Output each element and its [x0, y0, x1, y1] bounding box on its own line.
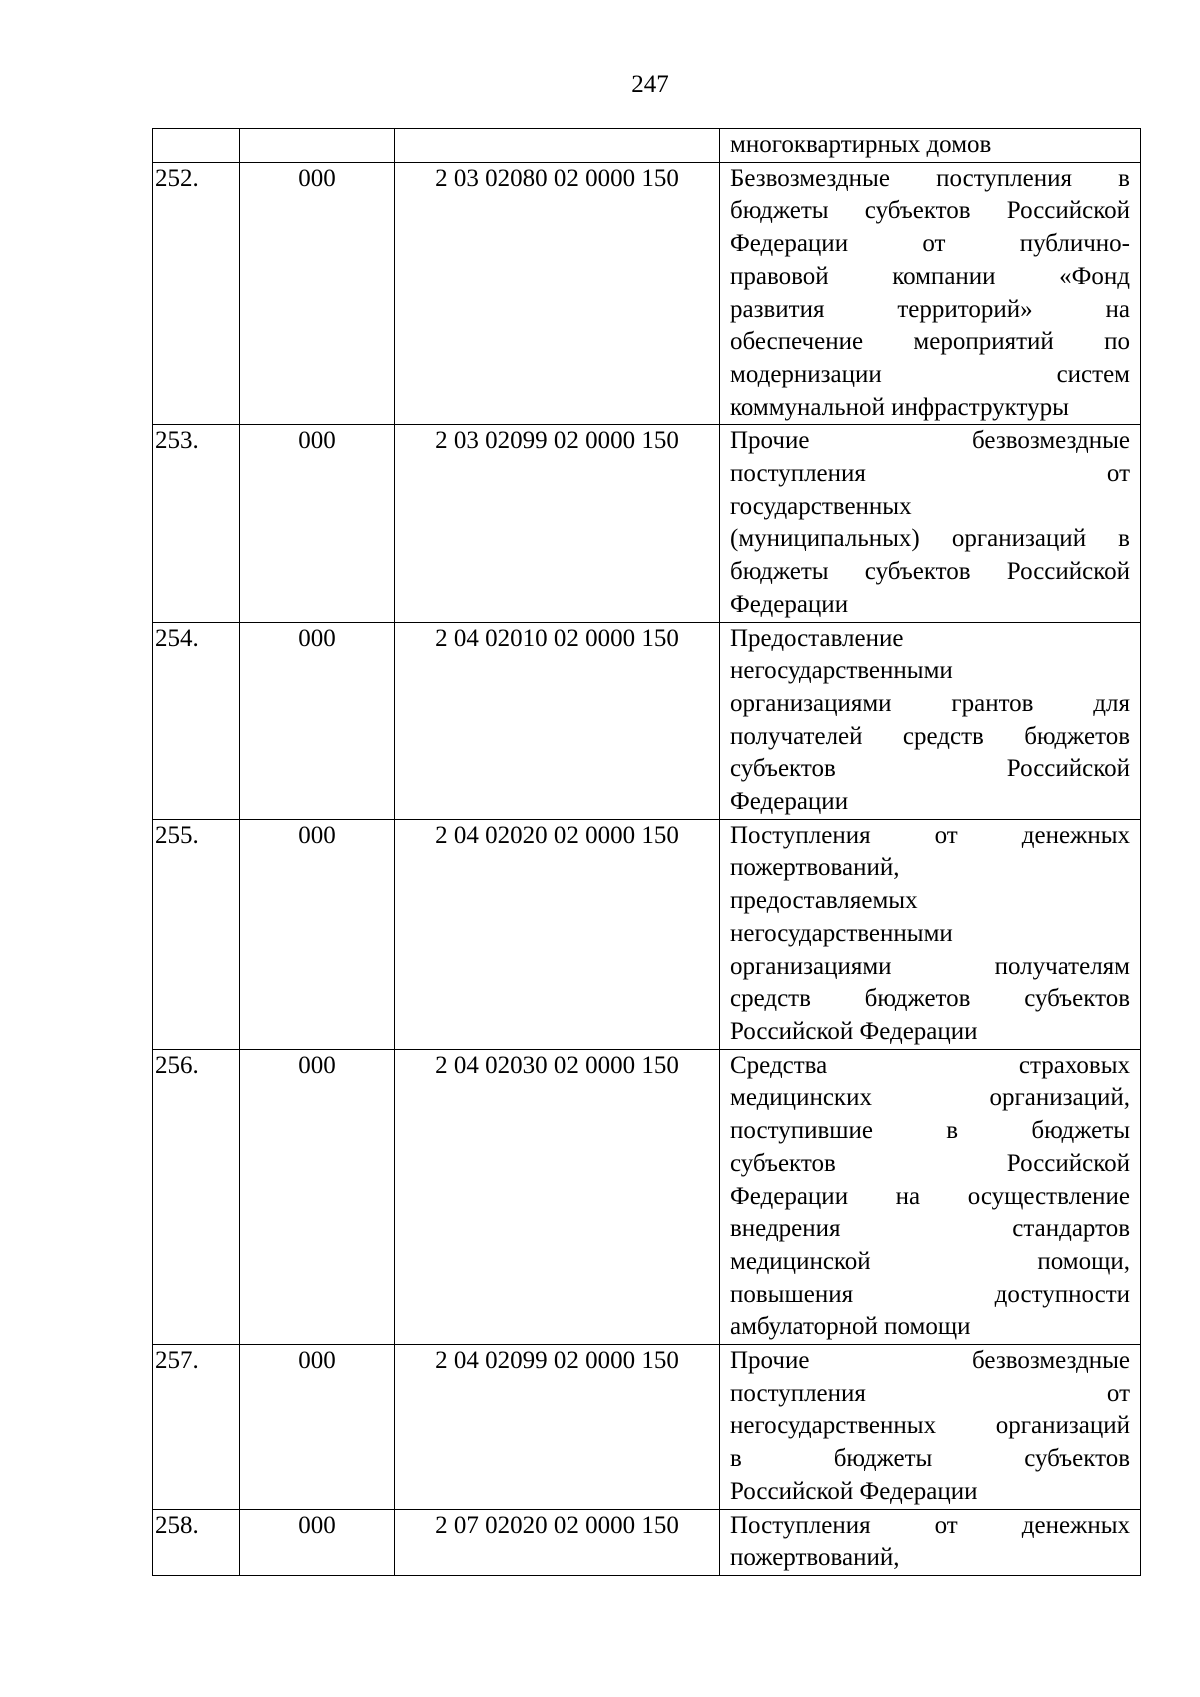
budget-code: 2 04 02099 02 0000 150	[395, 1345, 720, 1510]
budget-code: 2 04 02020 02 0000 150	[395, 819, 720, 1049]
table-row	[153, 819, 1141, 1049]
income-name-line: правовой компании «Фонд	[730, 262, 1130, 290]
budget-code: 2 03 02080 02 0000 150	[395, 162, 720, 425]
income-name-line: субъектов Российской	[730, 1149, 1130, 1177]
income-name	[720, 622, 1141, 819]
admin-code: 000	[240, 162, 395, 425]
income-name-line: Прочие безвозмездные	[730, 1347, 1130, 1375]
income-name-line: коммунальной инфраструктуры	[730, 393, 1069, 421]
income-name-line: (муниципальных) организаций в	[730, 525, 1130, 553]
income-name-line: бюджеты субъектов Российской	[730, 197, 1130, 225]
income-name	[720, 425, 1141, 622]
budget-code: 2 04 02030 02 0000 150	[395, 1049, 720, 1344]
income-name-line: Безвозмездные поступления в	[730, 164, 1130, 192]
admin-code: 000	[240, 622, 395, 819]
income-name-line: Поступления от денежных	[730, 1511, 1130, 1539]
income-name-line: повышения доступности	[730, 1280, 1130, 1308]
income-name-line: обеспечение мероприятий по	[730, 328, 1130, 356]
income-name-line: получателей средств бюджетов	[730, 722, 1130, 750]
income-name-line: поступившие в бюджеты	[730, 1117, 1130, 1145]
income-name-line: пожертвований,	[730, 854, 900, 882]
income-name	[720, 129, 1141, 163]
income-name-line: государственных	[730, 492, 912, 520]
admin-code: 000	[240, 819, 395, 1049]
row-number: 255.	[153, 819, 240, 1049]
page-number: 247	[631, 71, 669, 98]
admin-code: 000	[240, 1509, 395, 1575]
income-name-line: медицинских организаций,	[730, 1084, 1130, 1112]
income-name-line: субъектов Российской	[730, 755, 1130, 783]
table-row	[153, 1345, 1141, 1510]
income-name-line: Российской Федерации	[730, 1477, 978, 1505]
row-number: 253.	[153, 425, 240, 622]
income-name	[720, 1509, 1141, 1575]
row-number: 252.	[153, 162, 240, 425]
income-name	[720, 819, 1141, 1049]
admin-code	[240, 129, 395, 163]
table-row	[153, 622, 1141, 819]
income-name-line: Прочие безвозмездные	[730, 427, 1130, 455]
income-name-line: организациями получателям	[730, 952, 1130, 980]
income-name-line: многоквартирных домов	[730, 131, 992, 158]
row-number: 254.	[153, 622, 240, 819]
table-row	[153, 1049, 1141, 1344]
table-row	[153, 425, 1141, 622]
row-number: 257.	[153, 1345, 240, 1510]
income-name-line: негосударственными	[730, 919, 953, 947]
income-name-line: в бюджеты субъектов	[730, 1445, 1130, 1473]
table-row	[153, 162, 1141, 425]
income-name-line: Федерации на осуществление	[730, 1182, 1130, 1210]
income-name	[720, 1049, 1141, 1344]
income-name-line: медицинской помощи,	[730, 1247, 1130, 1275]
admin-code: 000	[240, 1049, 395, 1344]
income-name-line: негосударственными	[730, 657, 953, 685]
budget-code: 2 04 02010 02 0000 150	[395, 622, 720, 819]
income-name-line: Поступления от денежных	[730, 821, 1130, 849]
income-name-line: Российской Федерации	[730, 1017, 978, 1045]
income-name-line: Средства страховых	[730, 1051, 1130, 1079]
income-name	[720, 162, 1141, 425]
income-name-line: пожертвований,	[730, 1544, 900, 1572]
admin-code: 000	[240, 1345, 395, 1510]
row-number: 258.	[153, 1509, 240, 1575]
income-name-line: поступления от	[730, 1379, 1130, 1407]
budget-code: 2 03 02099 02 0000 150	[395, 425, 720, 622]
admin-code: 000	[240, 425, 395, 622]
table-row-continuation	[153, 129, 1141, 163]
income-name-line: Предоставление	[730, 624, 904, 652]
income-name-line: средств бюджетов субъектов	[730, 985, 1130, 1013]
income-name-line: организациями грантов для	[730, 689, 1130, 717]
table-body	[153, 129, 1141, 1576]
budget-classification-table	[152, 128, 1141, 1576]
budget-code	[395, 129, 720, 163]
income-name-line: бюджеты субъектов Российской	[730, 558, 1130, 586]
income-name-line: Федерации	[730, 788, 849, 816]
income-name-line: Федерации	[730, 590, 849, 618]
income-name-line: негосударственных организаций	[730, 1412, 1130, 1440]
income-name-line: амбулаторной помощи	[730, 1313, 971, 1341]
income-name-line: развития территорий» на	[730, 295, 1130, 323]
income-name-line: модернизации систем	[730, 360, 1130, 388]
row-number: 256.	[153, 1049, 240, 1344]
income-name-line: поступления от	[730, 460, 1130, 488]
income-name-line: внедрения стандартов	[730, 1215, 1130, 1243]
table-row	[153, 1509, 1141, 1575]
row-number	[153, 129, 240, 163]
income-name-line: предоставляемых	[730, 887, 918, 915]
income-name-line: Федерации от публично-	[730, 230, 1130, 258]
budget-code: 2 07 02020 02 0000 150	[395, 1509, 720, 1575]
income-name	[720, 1345, 1141, 1510]
